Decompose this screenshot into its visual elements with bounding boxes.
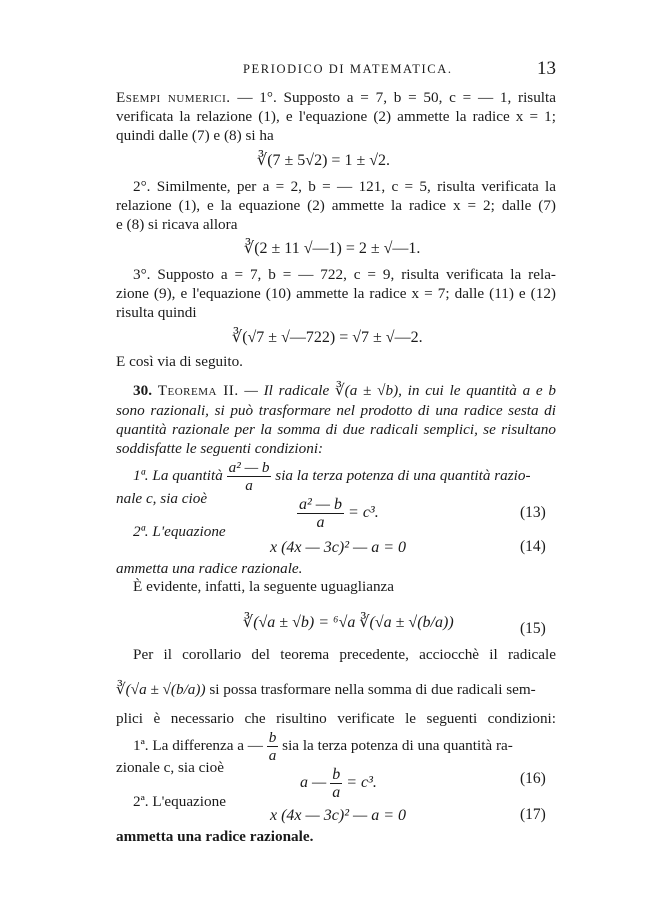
running-head (0, 60, 667, 84)
cond2-end: ammetta una radice razionale. (116, 560, 303, 577)
p1-line1: Esempi numerici. — 1°. Supposto a = 7, b = 50, c = — 1, risulta (116, 89, 556, 106)
equation-13-label: (13) (520, 504, 546, 521)
p4-line: E così via di seguito. (116, 353, 243, 370)
equation-14: x (4x — 3c)² — a = 0 (270, 539, 407, 556)
equation-17: x (4x — 3c)² — a = 0 (270, 807, 407, 824)
theorem-line1: 30. Teorema II. — Il radicale ∛(a ± √b), in cui le quantità a e b (133, 382, 557, 399)
equation-15: ∛(√a ± √b) = ⁶√a ∛(√a ± √(b/a)) (243, 614, 454, 631)
cond3-line1: 1ª. La differenza a — $\frac{b}{a}$ sia la terza potenza di una quantità ra- (133, 729, 513, 765)
cond2-line: 2ª. L'equazione (133, 523, 226, 540)
p3-line2: zione (9), e l'equazione (10) ammette la radice x = 7; dalle (11) e (12) (116, 285, 556, 302)
p2-line2: relazione (1), e la equazione (2) ammette la radice x = 2; dalle (7) (116, 197, 556, 214)
equation-c: ∛(√7 ± √—722) = √7 ± √—2. (232, 329, 423, 346)
p3-line3: risulta quindi (116, 304, 197, 321)
equation-14-label: (14) (520, 538, 546, 555)
p6-line2: ∛(√a ± √(b/a)) si possa trasformare nella somma di due radicali sem- (116, 681, 536, 698)
p1-line3: quindi dalle (7) e (8) si ha (116, 127, 274, 144)
theorem-number: 30. (133, 382, 152, 399)
theorem-line4: soddisfatte le seguenti condizioni: (116, 440, 324, 457)
cond3-fraction: $\frac{b}{a}$ (268, 729, 277, 765)
equation-b: ∛(2 ± 11 √—1) = 2 ± √—1. (244, 240, 421, 257)
p5-line: È evidente, infatti, la seguente uguaglianza (133, 578, 395, 595)
p3-line1: 3°. Supposto a = 7, b = — 722, c = 9, risulta verificata la rela- (133, 266, 556, 283)
page-number: 13 (537, 58, 556, 79)
cond4-line: 2ª. L'equazione (133, 793, 226, 810)
equation-13: $\frac{\text{a² — b}}{a}$ = c³. (299, 496, 379, 531)
equation-16: a — $\frac{b}{a}$ = c³. (300, 766, 377, 801)
equation-16-label: (16) (520, 770, 546, 787)
running-head-title: PERIODICO DI MATEMATICA. (243, 62, 453, 76)
theorem-line3: quantità razionale per la somma di due radicali semplici, se risultano (116, 421, 556, 438)
cond3-line2: zionale c, sia cioè (116, 759, 224, 776)
p6-line1: Per il corollario del teorema precedente, acciocchè il radicale (133, 646, 556, 663)
esempi-heading: Esempi numerici. (116, 89, 231, 106)
cond1-line2: nale c, sia cioè (116, 490, 208, 507)
p1-line2: verificata la relazione (1), e l'equazione (2) ammette la radice x = 1; (116, 108, 556, 125)
theorem-line2: sono razionali, si può trasformare nel prodotto di una radice sesta di (116, 402, 556, 419)
p6-radical: ∛(√a ± √(b/a)) (116, 681, 206, 698)
p6-line3: plici è necessario che risultino verificate le seguenti condizioni: (116, 710, 556, 727)
equation-17-label: (17) (520, 806, 546, 823)
cond1-line1: 1ª. La quantità $\frac{\text{a² — b}}{a}$ sia la terza potenza di una quantità razio- (133, 459, 531, 495)
p2-line1: 2°. Similmente, per a = 2, b = — 121, c = 5, risulta verificata la (133, 178, 556, 195)
equation-a: ∛(7 ± 5√2) = 1 ± √2. (257, 152, 390, 169)
cond1-fraction: $\frac{\text{a² — b}}{a}$ (228, 459, 270, 495)
theorem-title: Teorema II. (157, 382, 239, 399)
p2-line3: e (8) si ricava allora (116, 216, 238, 233)
final-line: ammetta una radice razionale. (116, 828, 314, 845)
equation-15-label: (15) (520, 620, 546, 637)
